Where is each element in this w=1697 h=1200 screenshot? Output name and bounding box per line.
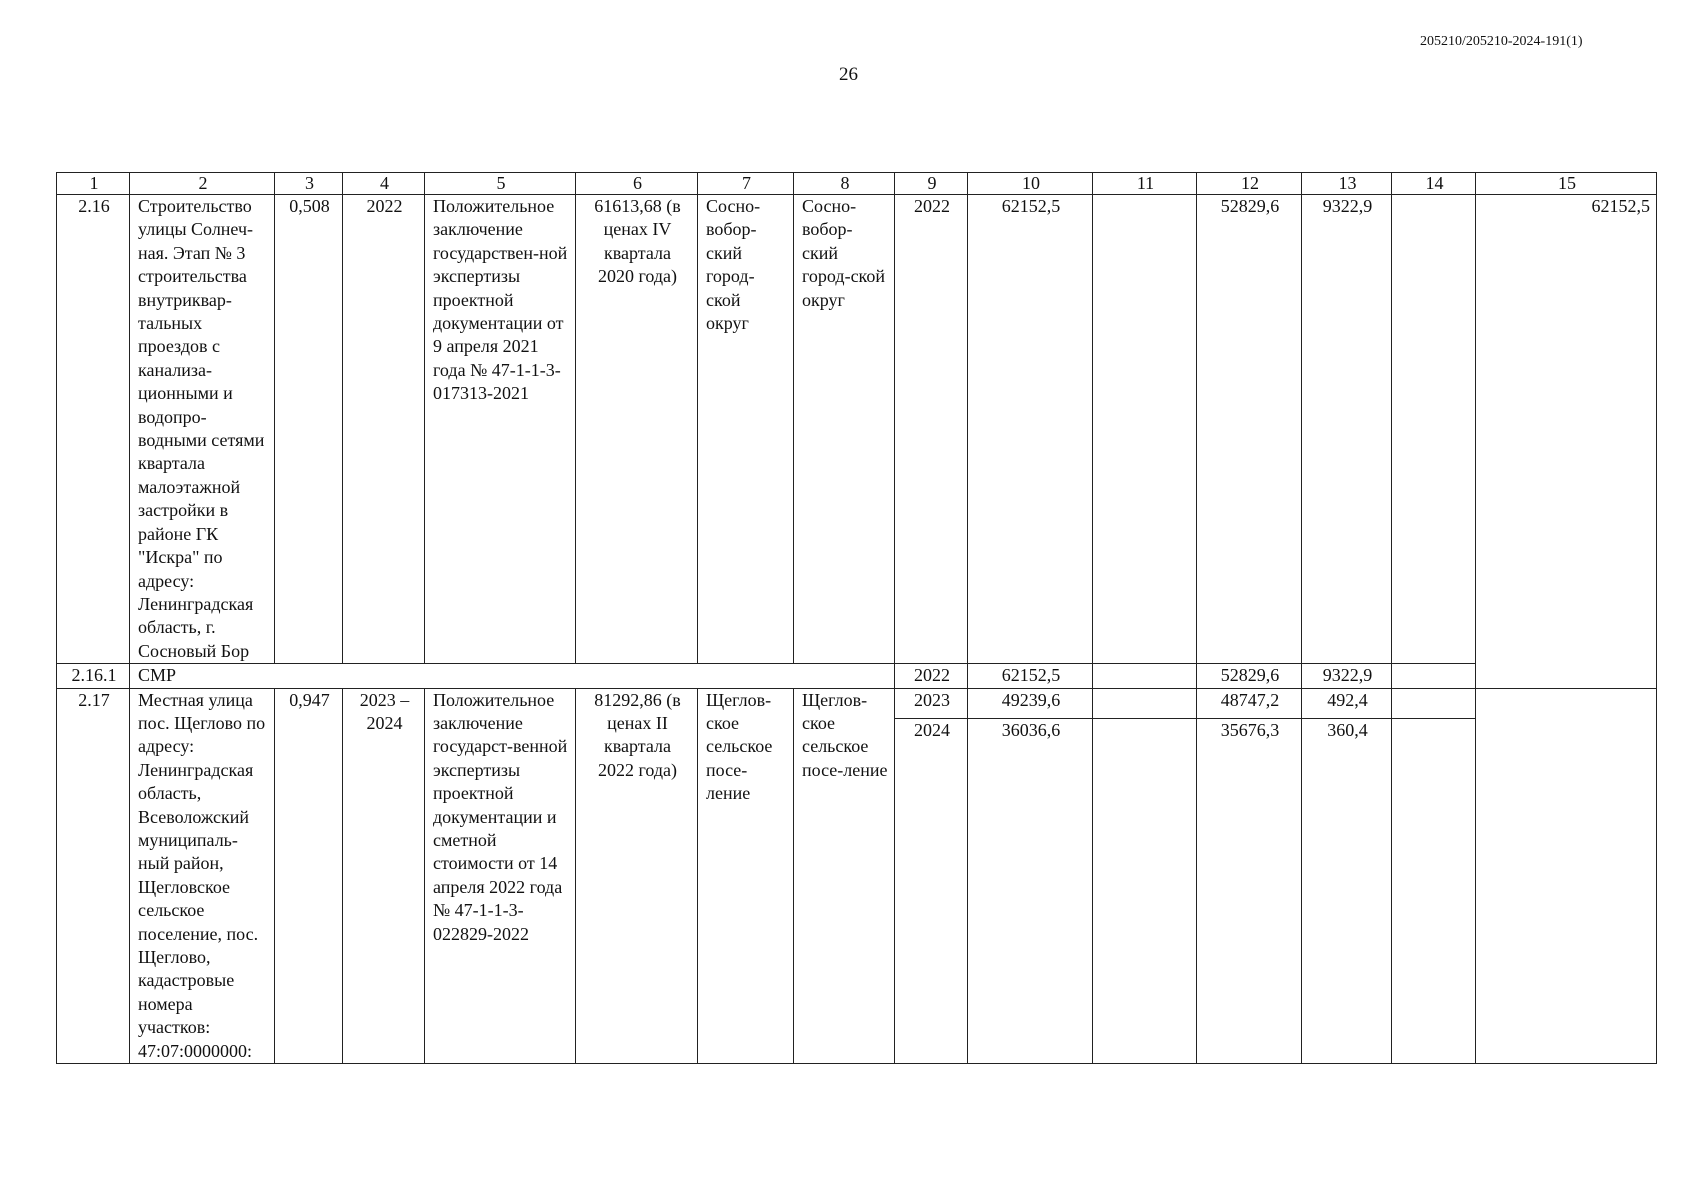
other-sources	[1392, 688, 1476, 719]
regional-budget: 52829,6	[1197, 195, 1302, 664]
total-cost: 62152,5	[1476, 195, 1657, 664]
col-header: 9	[895, 173, 968, 195]
table-row-2-16-1	[57, 664, 1657, 688]
col-header: 5	[425, 173, 576, 195]
total-amount: 62152,5	[968, 195, 1093, 664]
federal-budget	[1093, 195, 1197, 664]
period: 2022	[343, 195, 425, 664]
year: 2023	[895, 688, 968, 719]
municipality: Сосно-вобор-ский город-ской округ	[698, 195, 794, 664]
object-name: Строительство улицы Солнеч-ная. Этап № 3 строительства внутриквар-тальных проездов с канализа-ционными и водопро-водными сетями квартала малоэтажной застройки в районе ГК "Искра" по адресу: Ленинградская область, г. Сосновый Бор	[130, 195, 275, 664]
col-header: 14	[1392, 173, 1476, 195]
table-row-2-16	[57, 195, 1657, 664]
local-budget: 360,4	[1302, 719, 1392, 1064]
col-header: 10	[968, 173, 1093, 195]
col-header: 1	[57, 173, 130, 195]
other-sources	[1392, 719, 1476, 1064]
document-id: 205210/205210-2024-191(1)	[1420, 34, 1583, 49]
local-budget: 9322,9	[1302, 195, 1392, 664]
row-number: 2.16	[57, 195, 130, 664]
expertise-conclusion: Положительное заключение государствен-ной экспертизы проектной документации от 9 апреля 2021 года № 47-1-1-3-017313-2021	[425, 195, 576, 664]
total-amount: 62152,5	[968, 664, 1093, 688]
local-budget: 492,4	[1302, 688, 1392, 719]
page-number: 26	[839, 64, 858, 85]
program-table	[56, 172, 1657, 1064]
estimated-cost: 81292,86 (в ценах II квартала 2022 года)	[576, 688, 698, 1064]
year: 2022	[895, 195, 968, 664]
col-header: 6	[576, 173, 698, 195]
regional-budget: 52829,6	[1197, 664, 1302, 688]
row-number: 2.17	[57, 688, 130, 1064]
federal-budget	[1093, 664, 1197, 688]
row-number: 2.16.1	[57, 664, 130, 688]
local-budget: 9322,9	[1302, 664, 1392, 688]
col-header: 7	[698, 173, 794, 195]
total-cost	[1476, 664, 1657, 688]
col-header: 3	[275, 173, 343, 195]
object-name: Местная улица пос. Щеглово по адресу: Ленинградская область, Всеволожский муниципаль-ный район, Щегловское сельское поселение, пос. Щеглово, кадастровые номера участков: 47:07:0000000:	[130, 688, 275, 1064]
col-header: 4	[343, 173, 425, 195]
period: 2023 – 2024	[343, 688, 425, 1064]
capacity: 0,947	[275, 688, 343, 1064]
customer: Сосно-вобор-ский город-ской округ	[794, 195, 895, 664]
other-sources	[1392, 195, 1476, 664]
col-header: 15	[1476, 173, 1657, 195]
expertise-conclusion: Положительное заключение государст-венной экспертизы проектной документации и сметной стоимости от 14 апреля 2022 года № 47-1-1-3-022829-2022	[425, 688, 576, 1064]
year: 2024	[895, 719, 968, 1064]
col-header: 12	[1197, 173, 1302, 195]
col-header: 2	[130, 173, 275, 195]
total-amount: 36036,6	[968, 719, 1093, 1064]
col-header: 13	[1302, 173, 1392, 195]
total-cost	[1476, 688, 1657, 1064]
federal-budget	[1093, 688, 1197, 719]
table-row-2-17	[57, 688, 1657, 719]
federal-budget	[1093, 719, 1197, 1064]
estimated-cost: 61613,68 (в ценах IV квартала 2020 года)	[576, 195, 698, 664]
customer: Щеглов-ское сельское посе-ление	[794, 688, 895, 1064]
year: 2022	[895, 664, 968, 688]
regional-budget: 48747,2	[1197, 688, 1302, 719]
total-amount: 49239,6	[968, 688, 1093, 719]
col-header: 11	[1093, 173, 1197, 195]
object-name: СМР	[130, 664, 895, 688]
other-sources	[1392, 664, 1476, 688]
regional-budget: 35676,3	[1197, 719, 1302, 1064]
col-header: 8	[794, 173, 895, 195]
column-number-row	[57, 173, 1657, 195]
capacity: 0,508	[275, 195, 343, 664]
municipality: Щеглов-ское сельское посе-ление	[698, 688, 794, 1064]
